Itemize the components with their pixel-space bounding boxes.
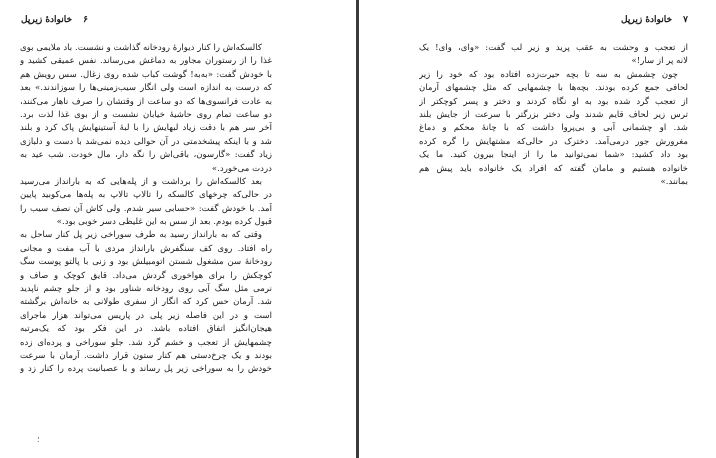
text-line: شد. آرمان حس کرد که انگار از سفری طولانی به خانه‌اش برگشته bbox=[20, 297, 272, 308]
text-line: دو ساعت تمام روی حاشیهٔ خیابان نشست و از بوی غذا لذت برد. bbox=[20, 109, 272, 120]
text-line: وقتی که به بارانداز رسید به طرف سوراخی زیر پل کنار ساحل به bbox=[20, 230, 262, 241]
text-line: راه افتاد. روی کف سنگفرش بارانداز مردی با آب مفت و مجانی bbox=[20, 243, 272, 254]
right-page bbox=[359, 0, 716, 458]
text-line: آخر سر هم با دقت زیاد لبهایش را با لبهٔ آستینهایش پاک کرد و بلند bbox=[20, 123, 272, 134]
text-line: از تعجب گرد شده بود به او نگاه کردند و دختر و پسر کوچکتر از bbox=[419, 96, 688, 107]
left-page-number: ۶ bbox=[83, 15, 88, 25]
text-line: شد. او چشمانی آبی و بی‌پروا داشت که با چانهٔ محکم و دماغ bbox=[419, 123, 688, 134]
right-page-header bbox=[621, 15, 688, 29]
text-line: خودش را به سوراخی زیر پل رساند و با عصبانیت پرده را کنار زد و bbox=[20, 364, 272, 375]
text-line: بمانند.» bbox=[660, 176, 688, 187]
text-line: با خودش گفت: «به‌به! گوشت کباب شده روی زغال. سس رویش هم bbox=[20, 69, 272, 80]
text-line: رودخانهٔ سن مشغول شستن اتومبیلش بود و زنی با پالتو پوست سگ bbox=[20, 257, 272, 268]
text-line: از تعجب و وحشت به عقب پرید و زیر لب گفت: «وای، وای! یک bbox=[419, 43, 688, 53]
text-line: است و در این فاصله زیر پلی در پاریس می‌تواند هزار ماجرای bbox=[20, 310, 272, 321]
text-line: بود داد کشید: «شما نمی‌توانید ما را از اینجا بیرون کنید. ما یک bbox=[419, 150, 688, 161]
text-line: خانواده هستیم و مامان گفته که افراد یک خانواده باید پیش هم bbox=[419, 163, 688, 174]
left-page-footer-mark: ؛ bbox=[37, 435, 40, 444]
text-line: چشمهایش از تعجب و خشم گرد شد. جلو سوراخی و پرده‌ای زده bbox=[20, 337, 272, 348]
right-page-text bbox=[419, 42, 688, 189]
left-page-header bbox=[21, 15, 88, 29]
text-line: کوچکش را برای هواخوری گردش می‌داد. قایق کوچک و صاف و bbox=[20, 270, 272, 281]
right-page-number: ۷ bbox=[683, 15, 688, 25]
text-line: چون چشمش به سه تا بچه حیرت‌زده افتاده بود که خود را زیر bbox=[419, 69, 678, 80]
text-line: نرمی مثل سگ آبی روی رودخانه شناور بود و از جلو چشم ناپدید bbox=[20, 284, 272, 295]
left-page bbox=[0, 0, 356, 458]
text-line: هیجان‌انگیز اتفاق افتاده باشد. در این فکر بود که یک‌مرتبه bbox=[20, 324, 272, 335]
text-line: مغرورش جور درمی‌آمد. دخترک در حالی‌که مشتهایش را گره کرده bbox=[419, 136, 688, 147]
text-line: به عادت فرانسوی‌ها که دو ساعت از وقتشان را صرف ناهار می‌کنند، bbox=[20, 96, 272, 107]
text-line: لحافی جمع کرده بودند. بچه‌ها با چشمهایی که مثل چشمهای آرمان bbox=[419, 83, 688, 94]
text-line: بودند و یک چرخ‌دستی هم کنار ستون قرار داشت. آرمان با سرعت bbox=[20, 350, 272, 361]
text-line: در حالی‌که چرخهای کالسکه را تالاپ تالاپ به پله‌ها می‌کوبید پایین bbox=[20, 190, 272, 201]
right-page-running-title: خانوادهٔ زیرپل bbox=[621, 15, 673, 25]
text-line: قبول کرده بودم. بعد از سس به این غلیظی دسر خوبی بود.» bbox=[56, 217, 272, 228]
text-line: بعد کالسکه‌اش را برداشت و از پله‌هایی که به بارانداز می‌رسید bbox=[20, 176, 262, 187]
left-page-running-title: خانوادهٔ زیرپل bbox=[21, 15, 73, 25]
text-line: شد و با اینکه پیشخدمتی در آن حوالی دیده نمی‌شد با دست و دلبازی bbox=[20, 136, 272, 147]
text-line: آمد. با خودش گفت: «حسابی سیر شدم. ولی کاش آن نصف سیب را bbox=[20, 203, 272, 214]
text-line: ترس زیر لحاف قایم شدند ولی دختر بزرگتر با سرعت از جایش بلند bbox=[419, 109, 688, 120]
text-line: که درست به اندازه است ولی انگار سیب‌زمینی‌ها را سوزاندند.» بعد bbox=[20, 83, 272, 94]
text-line: زیاد گفت: «گارسون، باقی‌اش را نگه دار، مال خودت. شب عید به bbox=[20, 150, 272, 161]
text-line: کالسکه‌اش را کنار دیوارهٔ رودخانه گذاشت و نشست. باد ملایمی بوی bbox=[20, 43, 262, 53]
left-page-text bbox=[20, 42, 272, 377]
text-line: غذا را از رستوران مجاور به دماغش می‌رساند. نفس عمیقی کشید و bbox=[20, 56, 272, 67]
text-line: لانه پر از سار!» bbox=[631, 56, 688, 67]
text-line: دردت می‌خورد.» bbox=[211, 163, 272, 174]
